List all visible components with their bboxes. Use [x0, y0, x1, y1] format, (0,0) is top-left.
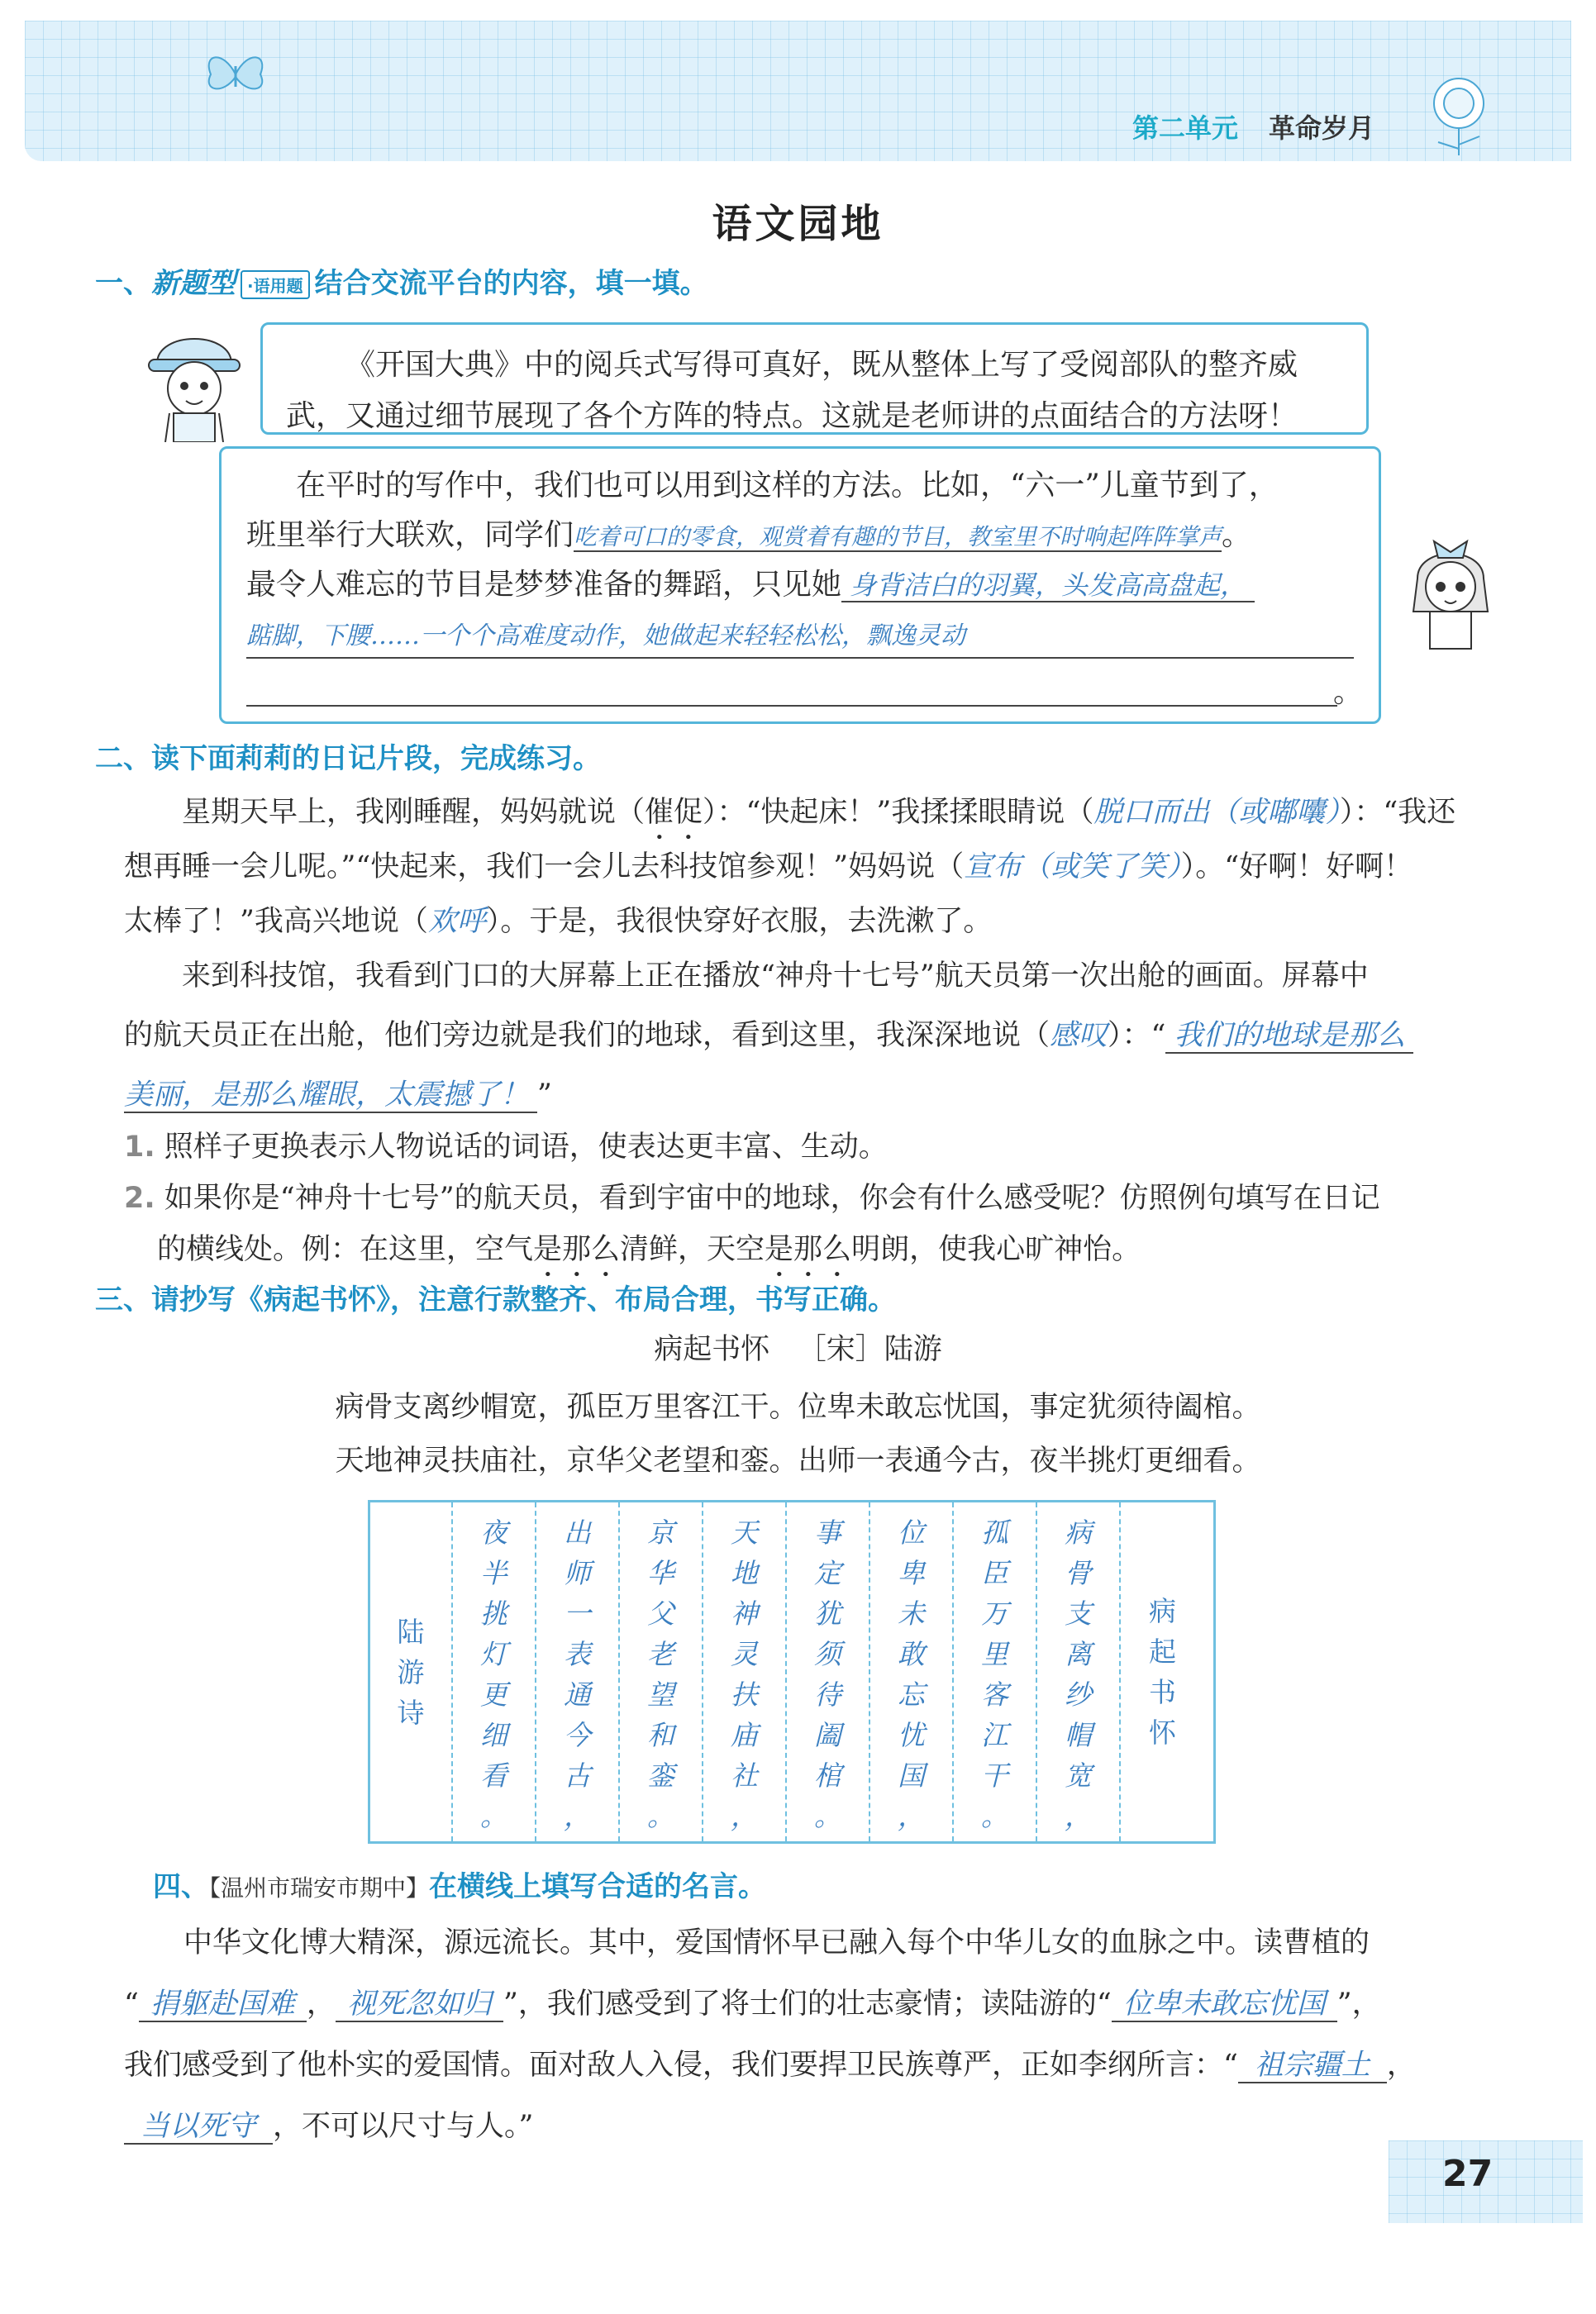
question-2-example: [157, 1225, 1141, 1283]
answer-text: 脱口而出（或嘟囔）: [1093, 796, 1340, 829]
girl-speech-line: [246, 614, 1354, 659]
grid-char: 犹: [814, 1597, 841, 1630]
source-tag: 【温州市瑞安市期中】: [209, 1874, 430, 1902]
grid-char: 社: [731, 1759, 758, 1792]
sunflower-icon: [1417, 66, 1508, 157]
grid-char: 离: [1065, 1638, 1092, 1670]
answer-text: 宣布（或笑了笑）: [964, 850, 1181, 883]
grid-char: 国: [898, 1759, 925, 1792]
grid-char: 忘: [898, 1678, 925, 1711]
grid-char: 师: [564, 1557, 591, 1589]
grid-char: 定: [814, 1557, 841, 1589]
question-text: 照样子更换表示人物说话的词语，使表达更丰富、生动。: [164, 1131, 888, 1164]
page-number: 27: [1442, 2153, 1494, 2195]
grid-char: 今: [564, 1719, 591, 1751]
answer-blank: 我们的地球是那么: [1165, 1019, 1413, 1054]
grid-column: [870, 1502, 954, 1841]
section4-number: 四、: [153, 1870, 209, 1903]
question-2: [124, 1174, 1380, 1223]
grid-char: 。: [814, 1800, 841, 1832]
quote-para-line: [124, 1977, 1488, 2031]
answer-blank: 祖宗疆土: [1238, 2049, 1387, 2083]
butterfly-icon: [198, 45, 273, 103]
answer-blank-line: [246, 664, 1337, 707]
poem-line: 病骨支离纱帽宽，孤臣万里客江干。位卑未敢忘忧国，事定犹须待阖棺。: [335, 1391, 1261, 1424]
grid-char: 灯: [480, 1638, 507, 1670]
grid-column: [620, 1502, 703, 1841]
grid-char: 细: [480, 1719, 507, 1751]
girl-speech-text: 班里举行大联欢，同学们: [246, 518, 574, 552]
grid-char: 挑: [480, 1597, 507, 1630]
section3-number: 三、: [95, 1283, 151, 1317]
grid-char: 。: [647, 1800, 674, 1832]
grid-char: 通: [564, 1678, 591, 1711]
grid-char: 一: [564, 1597, 591, 1630]
grid-char: 事: [814, 1516, 841, 1549]
comma: ，: [306, 1988, 336, 2021]
question-type-tag: ·语用题: [241, 270, 310, 299]
grid-char: 客: [981, 1678, 1008, 1711]
example-word: 是那么: [765, 1233, 852, 1266]
copy-grid: [368, 1500, 1216, 1844]
grid-char: 起: [1149, 1636, 1176, 1668]
diary-line: [124, 785, 1488, 846]
grid-char: ，: [898, 1800, 925, 1832]
grid-char: 宽: [1065, 1759, 1092, 1792]
grid-column: [787, 1502, 870, 1841]
quote-text: ”，: [1336, 1988, 1381, 2021]
grid-char: 陆: [397, 1615, 425, 1648]
grid-char: 地: [731, 1557, 758, 1589]
grid-char: ，: [731, 1800, 758, 1832]
grid-char: 书: [1149, 1676, 1176, 1708]
question-text: 的横线处。例：在这里，空气: [157, 1233, 534, 1266]
answer-blank: 美丽，是那么耀眼，太震撼了！: [124, 1078, 537, 1113]
girl-avatar: [1397, 529, 1504, 653]
answer-blank: 视死忽如归: [336, 1988, 503, 2022]
grid-char: 华: [647, 1557, 674, 1589]
question-number: 1.: [124, 1131, 155, 1164]
diary-line: [124, 840, 1488, 894]
grid-char: 里: [981, 1638, 1008, 1670]
grid-char: 表: [564, 1638, 591, 1670]
answer-text: 感叹: [1050, 1019, 1108, 1052]
diary-text: 想再睡一会儿呢。”“快起来，我们一会儿去科技馆参观！”妈妈说（: [124, 850, 965, 883]
grid-char: 病: [1065, 1516, 1092, 1549]
grid-char: 父: [647, 1597, 674, 1630]
grid-char: 銮: [647, 1759, 674, 1792]
diary-text: ）：“: [1108, 1019, 1166, 1052]
diary-text: ）：“快起床！”我揉揉眼睛说（: [703, 796, 1094, 829]
girl-speech-line: 在平时的写作中，我们也可以用到这样的方法。比如，“六一”儿童节到了，: [296, 469, 1279, 502]
diary-text: ”: [537, 1078, 552, 1112]
grid-char: 敢: [898, 1638, 925, 1670]
section3-heading: [95, 1277, 896, 1317]
grid-char: 棺: [814, 1759, 841, 1792]
answer-blank: 捐躯赴国难: [139, 1988, 307, 2022]
answer-blank: 踮脚，下腰……一个个高难度动作，她做起来轻轻松松，飘逸灵动: [246, 621, 965, 650]
grid-char: 和: [647, 1719, 674, 1751]
grid-char: 怀: [1149, 1716, 1176, 1749]
example-word: 催促: [645, 796, 703, 829]
period: 。: [1222, 518, 1252, 552]
diary-line: [124, 1008, 1488, 1063]
section2-instruction: 读下面莉莉的日记片段，完成练习。: [151, 742, 601, 775]
grid-char: 望: [647, 1678, 674, 1711]
quote-mark: “: [124, 1988, 139, 2021]
diary-line: [124, 894, 1488, 949]
diary-text: ）。于是，我很快穿好衣服，去洗漱了。: [485, 905, 993, 938]
example-word: 是那么: [533, 1233, 621, 1266]
section4-heading: [153, 1864, 766, 1904]
new-question-tag: 新题型: [151, 267, 236, 300]
grid-char: 天: [731, 1516, 758, 1549]
girl-speech-line: [246, 515, 1251, 558]
grid-char: 待: [814, 1678, 841, 1711]
grid-char: 未: [898, 1597, 925, 1630]
period: 。: [1333, 675, 1364, 709]
grid-char: 古: [564, 1759, 591, 1792]
grid-column: [1121, 1502, 1204, 1841]
grid-char: 庙: [731, 1719, 758, 1751]
grid-char: 忧: [898, 1719, 925, 1751]
answer-blank: 身背洁白的羽翼，头发高高盘起，: [841, 569, 1255, 602]
grid-char: 江: [981, 1719, 1008, 1751]
page-title: 语文园地: [712, 201, 884, 247]
answer-text: 欢呼: [427, 905, 486, 938]
grid-char: 卑: [898, 1557, 925, 1589]
boy-speech-text: 《开国大典》中的阅兵式写得可真好，既从整体上写了受阅部队的整齐威武，又通过细节展现了各个方阵的特点。这就是老师讲的点面结合的方法呀！: [286, 348, 1298, 433]
grid-char: 更: [480, 1678, 507, 1711]
grid-column: [703, 1502, 787, 1841]
grid-char: 支: [1065, 1597, 1092, 1630]
girl-speech-line: [246, 564, 1255, 606]
section4-instruction: 在横线上填写合适的名言。: [429, 1870, 767, 1903]
grid-char: 扶: [731, 1678, 758, 1711]
grid-char: 阖: [814, 1719, 841, 1751]
diary-line: [124, 1068, 1488, 1122]
question-text: 明朗，使我心旷神怡。: [851, 1233, 1141, 1266]
poem-title: 病起书怀: [654, 1333, 770, 1366]
grid-column: [954, 1502, 1037, 1841]
answer-blank: 当以死守: [124, 2110, 273, 2145]
poem-title-line: [0, 1326, 1596, 1368]
section2-number: 二、: [95, 742, 151, 775]
grid-char: 须: [814, 1638, 841, 1670]
grid-char: 游: [397, 1655, 425, 1688]
comma: ，: [1386, 2049, 1416, 2082]
diary-text: ）：“我还: [1339, 796, 1456, 829]
grid-char: 灵: [731, 1638, 758, 1670]
question-1: [124, 1122, 888, 1172]
diary-line: 来到科技馆，我看到门口的大屏幕上正在播放“神舟十七号”航天员第一次出舱的画面。屏幕中: [182, 959, 1369, 993]
grid-char: 位: [898, 1516, 925, 1549]
grid-char: 半: [480, 1557, 507, 1589]
grid-char: 病: [1149, 1595, 1176, 1627]
grid-char: 纱: [1065, 1678, 1092, 1711]
grid-char: 帽: [1065, 1719, 1092, 1751]
section1-heading: [95, 260, 708, 301]
grid-char: 出: [564, 1516, 591, 1549]
grid-char: 孤: [981, 1516, 1008, 1549]
grid-char: 夜: [480, 1516, 507, 1549]
answer-blank: 吃着可口的零食，观赏着有趣的节目，教室里不时响起阵阵掌声: [574, 523, 1222, 550]
grid-char: 万: [981, 1597, 1008, 1630]
question-text: 如果你是“神舟十七号”的航天员，看到宇宙中的地球，你会有什么感受呢？仿照例句填写在日记: [164, 1182, 1380, 1215]
girl-speech-text: 最令人难忘的节目是梦梦准备的舞蹈，只见她: [246, 568, 842, 602]
grid-char: ，: [564, 1800, 591, 1832]
diary-text: ）。“好啊！好啊！: [1180, 850, 1413, 883]
quote-para-line: [124, 2099, 1488, 2154]
unit-label: 第二单元: [1132, 112, 1239, 144]
grid-char: 骨: [1065, 1557, 1092, 1589]
quote-text: ”，我们感受到了将士们的壮志豪情；读陆游的“: [503, 1988, 1112, 2021]
grid-column: [536, 1502, 620, 1841]
question-text: 清鲜，天空: [620, 1233, 765, 1266]
boy-avatar: [141, 318, 248, 442]
grid-column: [453, 1502, 536, 1841]
unit-title: 革命岁月: [1269, 112, 1375, 144]
quote-para-line: 中华文化博大精深，源远流长。其中，爱国情怀早已融入每个中华儿女的血脉之中。读曹植的: [183, 1926, 1370, 1959]
grid-char: 京: [647, 1516, 674, 1549]
grid-char: 诗: [397, 1696, 425, 1729]
boy-speech-bubble: [260, 322, 1369, 435]
quote-text: 我们感受到了他朴实的爱国情。面对敌人入侵，我们要捍卫民族尊严，正如李纲所言：“: [124, 2049, 1238, 2082]
grid-char: 干: [981, 1759, 1008, 1792]
grid-char: 神: [731, 1597, 758, 1630]
grid-char: 。: [480, 1800, 507, 1832]
quote-para-line: [124, 2038, 1488, 2093]
grid-char: 臣: [981, 1557, 1008, 1589]
girl-speech-bubble: [219, 446, 1381, 724]
quote-text: ，不可以尺寸与人。”: [273, 2110, 534, 2143]
answer-blank: 位卑未敢忘忧国: [1112, 1988, 1337, 2022]
diary-text: 的航天员正在出舱，他们旁边就是我们的地球，看到这里，我深深地说（: [124, 1019, 1051, 1052]
poem-author: ［宋］陆游: [797, 1333, 942, 1366]
section1-instruction: 结合交流平台的内容，填一填。: [314, 267, 708, 300]
poem-line: 天地神灵扶庙社，京华父老望和銮。出师一表通今古，夜半挑灯更细看。: [335, 1445, 1261, 1478]
grid-char: 看: [480, 1759, 507, 1792]
section1-number: 一、: [95, 267, 151, 300]
diary-text: 太棒了！”我高兴地说（: [124, 905, 428, 938]
grid-char: 。: [981, 1800, 1008, 1832]
diary-text: 星期天早上，我刚睡醒，妈妈就说（: [182, 796, 646, 829]
section2-heading: [95, 736, 601, 776]
grid-column: [1037, 1502, 1121, 1841]
grid-column: [370, 1502, 453, 1841]
section3-instruction: 请抄写《病起书怀》，注意行款整齐、布局合理，书写正确。: [151, 1283, 896, 1317]
grid-char: 老: [647, 1638, 674, 1670]
question-number: 2.: [124, 1182, 155, 1215]
grid-char: ，: [1065, 1800, 1092, 1832]
